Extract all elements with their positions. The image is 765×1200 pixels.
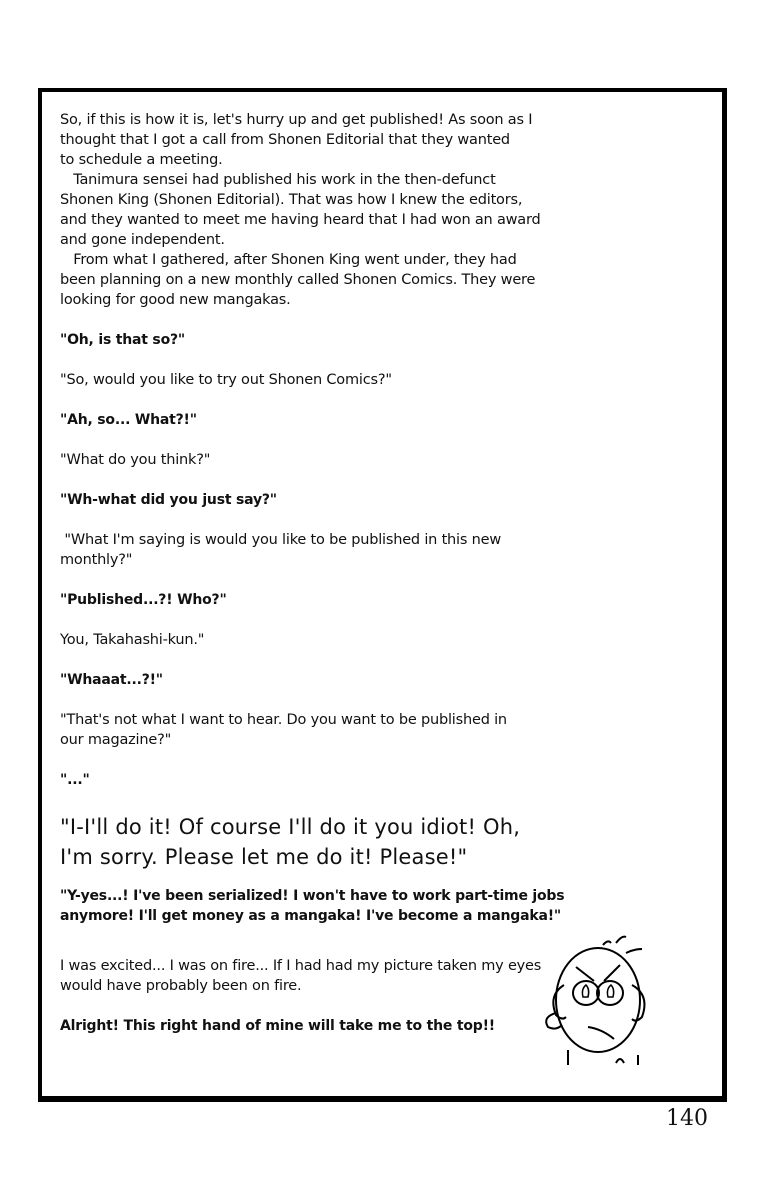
dialogue-line: "Oh, is that so?" [60,332,185,348]
text-line: our magazine?" [60,732,172,748]
dialogue-line: "Wh-what did you just say?" [60,492,277,508]
text-line: anymore! I'll get money as a mangaka! I've become a mangaka!" [60,908,561,924]
dialogue-line: "Published...?! Who?" [60,592,227,608]
narration-paragraph [60,110,541,310]
text-line: "What I'm saying is would you like to be published in this new [60,532,502,548]
dialogue-line: "So, would you like to try out Shonen Comics?" [60,372,392,388]
page-number: 140 [666,1106,708,1131]
text-line: I was excited... I was on fire... If I had had my picture taken my eyes [60,958,542,974]
text-line: "I-I'll do it! Of course I'll do it you idiot! Oh, [60,815,521,839]
text-line: and they wanted to meet me having heard that I had won an award [60,212,541,228]
text-line: to schedule a meeting. [60,152,223,168]
dialogue-line [60,886,564,926]
dialogue-line [60,530,501,570]
dialogue-line: You, Takahashi-kun." [60,632,205,648]
angry-face-illustration [528,935,678,1075]
text-line: I'm sorry. Please let me do it! Please!" [60,845,468,869]
dialogue-line: Alright! This right hand of mine will take me to the top!! [60,1018,495,1034]
narration-line [60,956,541,996]
text-line: would have probably been on fire. [60,978,302,994]
dialogue-line: "..." [60,772,90,788]
text-line: monthly?" [60,552,133,568]
text-line: From what I gathered, after Shonen King went under, they had [60,252,517,268]
text-line: "That's not what I want to hear. Do you want to be published in [60,712,507,728]
text-line: been planning on a new monthly called Shonen Comics. They were [60,272,536,288]
text-line: So, if this is how it is, let's hurry up and get published! As soon as I [60,112,533,128]
dialogue-line [60,710,507,750]
text-line: thought that I got a call from Shonen Editorial that they wanted [60,132,510,148]
text-line: Tanimura sensei had published his work in the then-defunct [60,172,496,188]
text-line: looking for good new mangakas. [60,292,291,308]
dialogue-line: "Whaaat...?!" [60,672,163,688]
text-line: Shonen King (Shonen Editorial). That was how I knew the editors, [60,192,523,208]
dialogue-line: "Ah, so... What?!" [60,412,197,428]
text-line: "Y-yes...! I've been serialized! I won't have to work part-time jobs [60,888,565,904]
dialogue-line: "What do you think?" [60,452,211,468]
dialogue-shout [60,812,520,872]
text-line: and gone independent. [60,232,225,248]
